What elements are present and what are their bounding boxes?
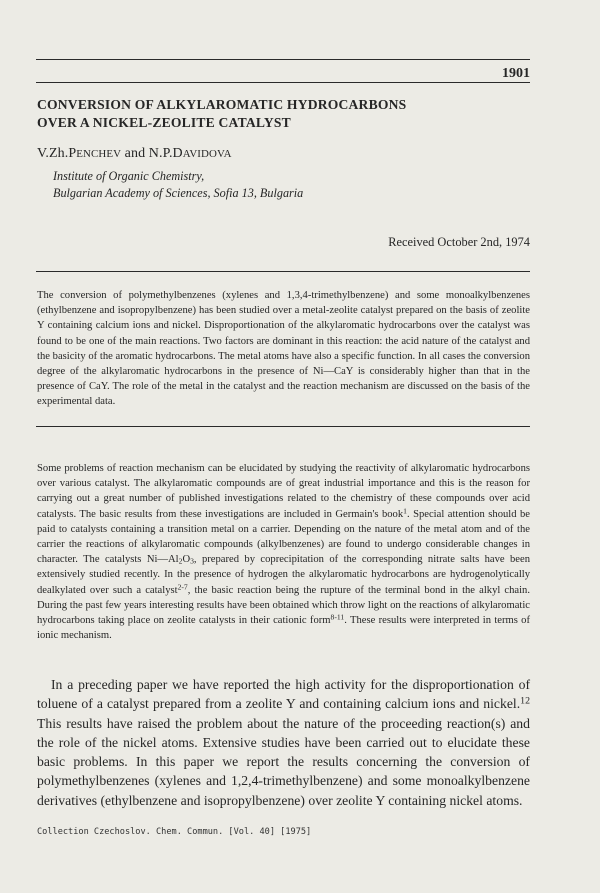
authors: [37, 146, 232, 162]
abstract-top-rule: [36, 271, 530, 272]
intro-paragraph-2: In a preceding paper we have reported the high activity for the disproportionation of toluene of a catalyst prepared from a zeolite Y and containing calcium ions and nickel.$^{12}$ This results have raised the problem about the nature of the proceeding reaction(s) and the role of the nickel atoms. Extensive studies have been carried out to elucidate these basic problems. In this paper we report the results concerning the conversion of polymethylbenzenes (xylenes and 1,2,4-trimethylbenzene) and some monoalkylbenzene derivatives (ethylbenzene and isopropylbenzene) over zeolite Y containing nickel atoms.: [37, 677, 530, 808]
abstract: The conversion of polymethylbenzenes (xylenes and 1,3,4-trimethylbenzene) and some monoalkylbenzenes (ethylbenzene and isopropylbenzene) has been studied over a metal-zeolite catalyst prepared on the basis of zeolite Y containing calcium ions and nickel. Disproportionation of the alkylaromatic hydrocarbons over the catalyst was found to be one of the main reactions. Two factors are dominant in this reaction: the acid nature of the catalyst and the basicity of the aromatic hydrocarbons. The metal atoms have also a specific function. In all cases the conversion degree of the alkylaromatic hydrocarbons in the presence of Ni—CaY is considerably higher than that in the presence of CaY. The role of the metal in the catalyst and the reaction mechanism are discussed on the basis of the experimental data.: [37, 290, 530, 408]
author-2: N.P.DAVIDOVA: [148, 146, 232, 161]
article-title: [37, 96, 517, 132]
title-line-2: OVER A NICKEL-ZEOLITE CATALYST: [37, 115, 291, 130]
author-1: V.Zh.PENCHEV: [37, 146, 122, 161]
header-rule: [36, 82, 530, 83]
affiliation: [53, 168, 303, 202]
abstract-bottom-rule: [36, 426, 530, 427]
top-rule: [36, 59, 530, 60]
journal-footer: Collection Czechoslov. Chem. Commun. [Vol. 40] [1975]: [37, 827, 312, 837]
page-number: 1901: [502, 66, 530, 81]
citation: 1: [403, 506, 407, 516]
author-conjunction: and: [121, 146, 149, 161]
affiliation-line-1: Institute of Organic Chemistry,: [53, 169, 205, 183]
intro-paragraph-1: Some problems of reaction mechanism can be elucidated by studying the reactivity of alkylaromatic hydrocarbons over various catalyst. The alkylaromatic compounds are of great industrial importance and this is the reason for carrying out a great number of published investigations related to the chemistry of these compounds over acid catalysts. The basic results from these investigations are included in Germain's book$^1$. Special attention should be paid to catalysts containing a transition metal on a carrier. Depending on the nature of the metal atom and of the carrier the reactions of alkylaromatic compounds (alkylbenzenes) are found to undergo considerable changes in character. The catalysts $Ni—Al_2O_3$, prepared by coprecipitation of the corresponding nitrate salts have been extensively studied recently. In the presence of hydrogen the alkylaromatic hydrocarbons are hydrogenolytically dealkylated over such a catalyst$^{2-7}$, the basic reaction being the rupture of the terminal bond in the alkyl chain. During the past few years interesting results have been obtained which throw light on the reactions of alkylaromatic hydrocarbons taking place on zeolite catalysts in their cationic form$^{8-11}$. These results were interpreted in terms of ionic mechanism.: [37, 463, 531, 642]
citation: 8-11: [330, 612, 345, 622]
title-line-1: CONVERSION OF ALKYLAROMATIC HYDROCARBONS: [37, 97, 407, 112]
received-date: Received October 2nd, 1974: [388, 235, 530, 249]
citation: 12: [520, 695, 530, 707]
citation: 2-7: [177, 582, 188, 592]
affiliation-line-2: Bulgarian Academy of Sciences, Sofia 13, Bulgaria: [53, 186, 304, 200]
